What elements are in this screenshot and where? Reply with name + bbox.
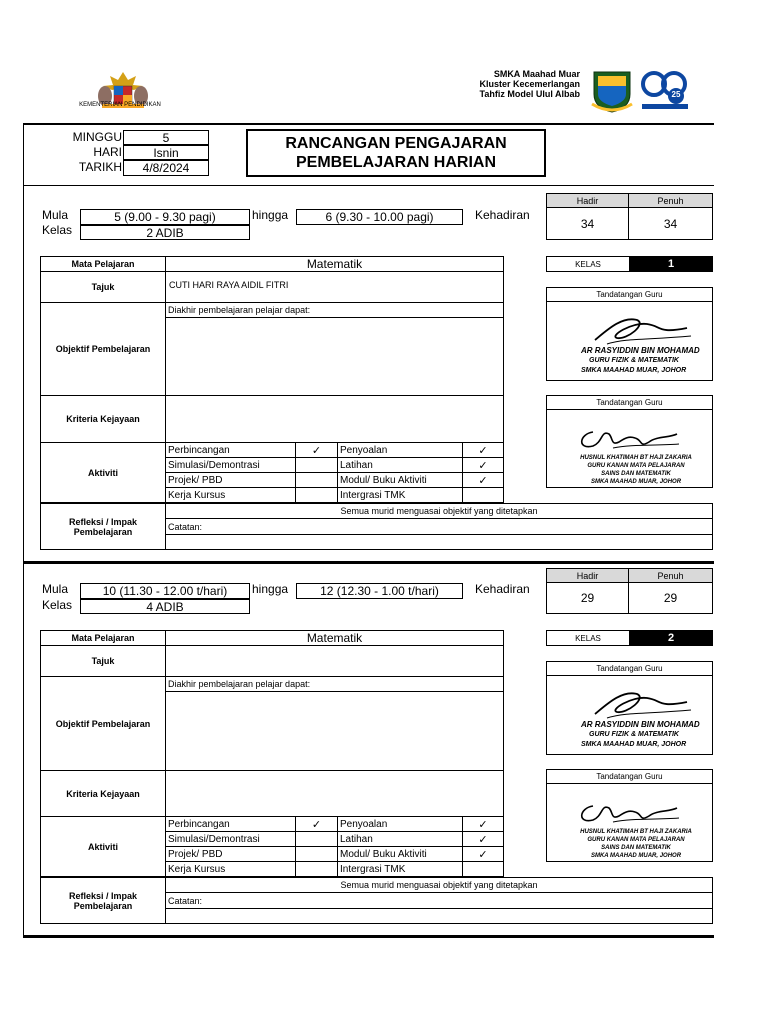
tajuk-label-1: Tajuk <box>40 271 166 303</box>
kelas-box-value-2: 2 <box>629 630 713 646</box>
check-tmk-2 <box>462 861 504 877</box>
signature-stamp-1a <box>581 346 711 376</box>
catatan-1: Catatan: <box>165 518 713 535</box>
sig2-line-2b: GURU KANAN MATA PELAJARAN <box>587 837 685 843</box>
check-projek-2 <box>295 846 338 862</box>
act-simulasi-2: Simulasi/Demontrasi <box>165 831 296 847</box>
act-perbincangan-2: Perbincangan <box>165 816 296 832</box>
school-crest <box>590 68 634 114</box>
check-perbincangan-2: ✓ <box>295 816 338 832</box>
section-divider <box>24 561 714 564</box>
mata-pelajaran-label-2: Mata Pelajaran <box>40 630 166 646</box>
check-simulasi-2 <box>295 831 338 847</box>
kehadiran-label-2: Kehadiran <box>475 582 530 596</box>
tarikh-value: 4/8/2024 <box>123 160 209 176</box>
sig1-line-1b: AR RASYIDDIN BIN MOHAMAD <box>581 720 700 729</box>
sig2-line-1: HUSNUL KHATIMAH BT HAJI ZAKARIA <box>580 455 692 461</box>
title-line-1: RANCANGAN PENGAJARAN <box>285 135 507 152</box>
act-modul-1: Modul/ Buku Aktiviti <box>337 472 463 488</box>
check-simulasi-1 <box>295 457 338 473</box>
act-penyoalan-2: Penyoalan <box>337 816 463 832</box>
objektif-label-1: Objektif Pembelajaran <box>40 302 166 396</box>
school-line-1: SMKA Maahad Muar <box>493 69 580 79</box>
tandatangan-label-1a: Tandatangan Guru <box>546 287 713 302</box>
penuh-header-1: Penuh <box>628 193 713 208</box>
check-tmk-1 <box>462 487 504 503</box>
signature-stamp-2a <box>581 720 711 750</box>
kriteria-body-2 <box>165 770 504 817</box>
sig2-line-2: GURU KANAN MATA PELAJARAN <box>587 463 685 469</box>
signature-image-2b <box>573 798 683 828</box>
tajuk-label-2: Tajuk <box>40 645 166 677</box>
hadir-value-1: 34 <box>546 207 629 240</box>
check-penyoalan-1: ✓ <box>462 442 504 458</box>
mula-label-2: Mula <box>42 582 69 596</box>
objektif-body-1 <box>165 317 504 396</box>
school-name <box>430 69 580 99</box>
mula-value-2: 10 (11.30 - 12.00 t/hari) <box>80 583 250 599</box>
signature-box-2b <box>546 783 713 862</box>
objektif-intro-2: Diakhir pembelajaran pelajar dapat: <box>165 676 504 692</box>
sig1-line-2b: GURU FIZIK & MATEMATIK <box>589 731 679 738</box>
signature-image-2a <box>587 684 697 722</box>
page-title <box>246 129 546 177</box>
hadir-header-2: Hadir <box>546 568 629 583</box>
sig1-line-2: GURU FIZIK & MATEMATIK <box>589 357 679 364</box>
mata-pelajaran-label-1: Mata Pelajaran <box>40 256 166 272</box>
top-rule <box>24 123 714 125</box>
refleksi-label-1: Refleksi / Impak Pembelajaran <box>40 503 166 550</box>
catatan-body-2 <box>165 908 713 924</box>
kriteria-body-1 <box>165 395 504 443</box>
tajuk-value-2 <box>165 645 504 677</box>
signature-stamp-1b <box>561 454 711 486</box>
act-kerja-kursus-1: Kerja Kursus <box>165 487 296 503</box>
act-kerja-kursus-2: Kerja Kursus <box>165 861 296 877</box>
sig2-line-4: SMKA MAAHAD MUAR, JOHOR <box>590 479 682 485</box>
minggu-label: MINGGU <box>72 130 122 144</box>
sig2-line-4b: SMKA MAAHAD MUAR, JOHOR <box>590 853 682 859</box>
catatan-body-1 <box>165 534 713 550</box>
hingga-value-2: 12 (12.30 - 1.00 t/hari) <box>296 583 463 599</box>
hari-label: HARI <box>93 145 122 159</box>
minggu-value: 5 <box>123 130 209 145</box>
check-perbincangan-1: ✓ <box>295 442 338 458</box>
hingga-label-2: hingga <box>252 582 289 596</box>
act-latihan-2: Latihan <box>337 831 463 847</box>
check-latihan-2: ✓ <box>462 831 504 847</box>
act-projek-2: Projek/ PBD <box>165 846 296 862</box>
act-tmk-2: Intergrasi TMK <box>337 861 463 877</box>
act-projek-1: Projek/ PBD <box>165 472 296 488</box>
act-penyoalan-1: Penyoalan <box>337 442 463 458</box>
hingga-label-1: hingga <box>252 208 289 222</box>
hari-value: Isnin <box>123 145 209 160</box>
sig2-line-3: SAINS DAN MATEMATIK <box>601 471 671 477</box>
penuh-value-2: 29 <box>628 582 713 614</box>
school-line-2: Kluster Kecemerlangan <box>479 79 580 89</box>
tajuk-value-1: CUTI HARI RAYA AIDIL FITRI <box>165 271 504 303</box>
check-modul-1: ✓ <box>462 472 504 488</box>
header-rule <box>24 185 714 186</box>
excellence-badge <box>640 68 690 112</box>
act-perbincangan-1: Perbincangan <box>165 442 296 458</box>
objektif-label-2: Objektif Pembelajaran <box>40 676 166 771</box>
kelas-value-2: 4 ADIB <box>80 599 250 614</box>
subject-value-2: Matematik <box>165 630 504 646</box>
act-latihan-1: Latihan <box>337 457 463 473</box>
mula-label-1: Mula <box>42 208 69 222</box>
bottom-rule <box>24 935 714 938</box>
check-penyoalan-2: ✓ <box>462 816 504 832</box>
tandatangan-label-2a: Tandatangan Guru <box>546 661 713 676</box>
left-border <box>23 123 24 938</box>
signature-image-1a <box>587 310 697 348</box>
sig1-line-1: AR RASYIDDIN BIN MOHAMAD <box>581 346 700 355</box>
kriteria-label-2: Kriteria Kejayaan <box>40 770 166 817</box>
hadir-value-2: 29 <box>546 582 629 614</box>
signature-box-1b <box>546 409 713 488</box>
hingga-value-1: 6 (9.30 - 10.00 pagi) <box>296 209 463 225</box>
hadir-header-1: Hadir <box>546 193 629 208</box>
act-modul-2: Modul/ Buku Aktiviti <box>337 846 463 862</box>
kelas-value-1: 2 ADIB <box>80 225 250 240</box>
aktiviti-label-2: Aktiviti <box>40 816 166 877</box>
signature-stamp-2b <box>561 828 711 860</box>
school-line-3: Tahfiz Model Ulul Albab <box>479 89 580 99</box>
sig1-line-3b: SMKA MAAHAD MUAR, JOHOR <box>581 741 687 748</box>
check-projek-1 <box>295 472 338 488</box>
penuh-value-1: 34 <box>628 207 713 240</box>
aktiviti-label-1: Aktiviti <box>40 442 166 503</box>
kriteria-label-1: Kriteria Kejayaan <box>40 395 166 443</box>
ministry-caption: KEMENTERIAN PENDIDIKAN <box>79 102 161 108</box>
kelas-label-2: Kelas <box>42 598 73 612</box>
tandatangan-label-2b: Tandatangan Guru <box>546 769 713 784</box>
tandatangan-label-1b: Tandatangan Guru <box>546 395 713 410</box>
signature-box-2a <box>546 675 713 755</box>
check-modul-2: ✓ <box>462 846 504 862</box>
signature-image-1b <box>573 424 683 454</box>
refleksi-label-2: Refleksi / Impak Pembelajaran <box>40 877 166 924</box>
sig2-line-1b: HUSNUL KHATIMAH BT HAJI ZAKARIA <box>580 829 692 835</box>
refleksi-text-2: Semua murid menguasai objektif yang ditetapkan <box>165 877 713 893</box>
kehadiran-label-1: Kehadiran <box>475 208 530 222</box>
act-tmk-1: Intergrasi TMK <box>337 487 463 503</box>
objektif-body-2 <box>165 691 504 771</box>
check-latihan-1: ✓ <box>462 457 504 473</box>
penuh-header-2: Penuh <box>628 568 713 583</box>
title-line-2: PEMBELAJARAN HARIAN <box>295 154 496 171</box>
check-kerja-kursus-1 <box>295 487 338 503</box>
check-kerja-kursus-2 <box>295 861 338 877</box>
kelas-box-label-1: KELAS <box>546 256 630 272</box>
kelas-box-value-1: 1 <box>629 256 713 272</box>
subject-value-1: Matematik <box>165 256 504 272</box>
act-simulasi-1: Simulasi/Demontrasi <box>165 457 296 473</box>
sig1-line-3: SMKA MAAHAD MUAR, JOHOR <box>581 367 687 374</box>
kelas-box-label-2: KELAS <box>546 630 630 646</box>
sig2-line-3b: SAINS DAN MATEMATIK <box>601 845 671 851</box>
catatan-2: Catatan: <box>165 892 713 909</box>
badge-number: 25 <box>671 90 681 99</box>
objektif-intro-1: Diakhir pembelajaran pelajar dapat: <box>165 302 504 318</box>
signature-box-1a <box>546 301 713 381</box>
tarikh-label: TARIKH <box>78 160 122 174</box>
kelas-label-1: Kelas <box>42 223 73 237</box>
refleksi-text-1: Semua murid menguasai objektif yang ditetapkan <box>165 503 713 519</box>
mula-value-1: 5 (9.00 - 9.30 pagi) <box>80 209 250 225</box>
